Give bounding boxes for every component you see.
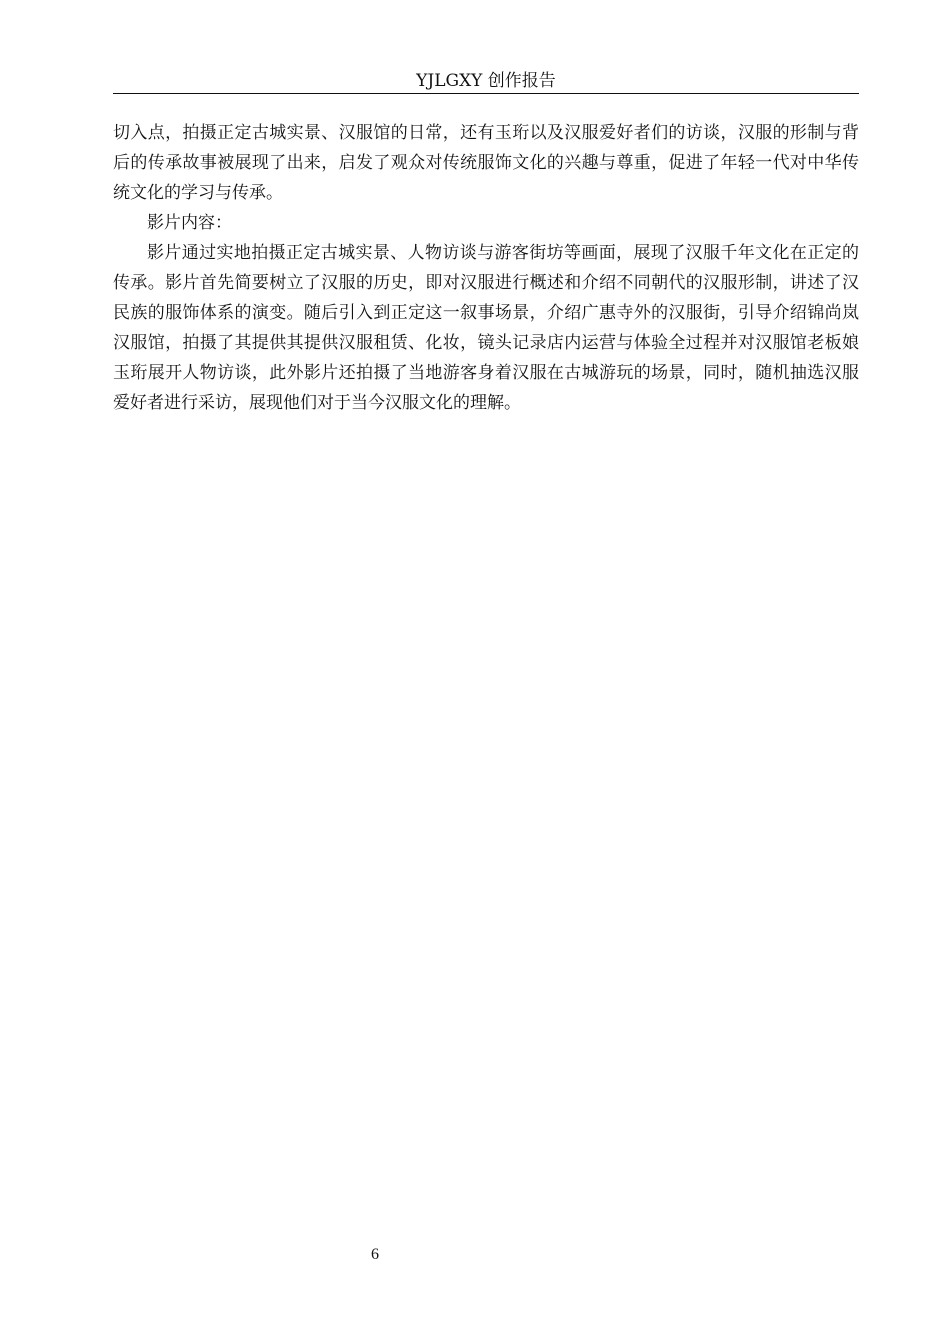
page-header-title: YJLGXY 创作报告 [416,71,556,91]
document-body [113,118,859,418]
header-divider [113,93,859,94]
body-paragraph-film-content: 影片通过实地拍摄正定古城实景、人物访谈与游客街坊等画面，展现了汉服千年文化在正定的传承。影片首先简要树立了汉服的历史，即对汉服进行概述和介绍不同朝代的汉服形制，讲述了汉民族的服饰体系的演变。随后引入到正定这一叙事场景，介绍广惠寺外的汉服街，引导介绍锦尚岚汉服馆，拍摄了其提供其提供汉服租赁、化妆，镜头记录店内运营与体验全过程并对汉服馆老板娘玉珩展开人物访谈，此外影片还拍摄了当地游客身着汉服在古城游玩的场景，同时，随机抽选汉服爱好者进行采访，展现他们对于当今汉服文化的理解。 [113,243,859,413]
body-paragraph-continuation: 切入点，拍摄正定古城实景、汉服馆的日常，还有玉珩以及汉服爱好者们的访谈，汉服的形制与背后的传承故事被展现了出来，启发了观众对传统服饰文化的兴趣与尊重，促进了年轻一代对中华传统文化的学习与传承。 [113,123,859,203]
section-heading-film-content: 影片内容： [147,213,232,233]
page-number: 6 [371,1246,379,1263]
